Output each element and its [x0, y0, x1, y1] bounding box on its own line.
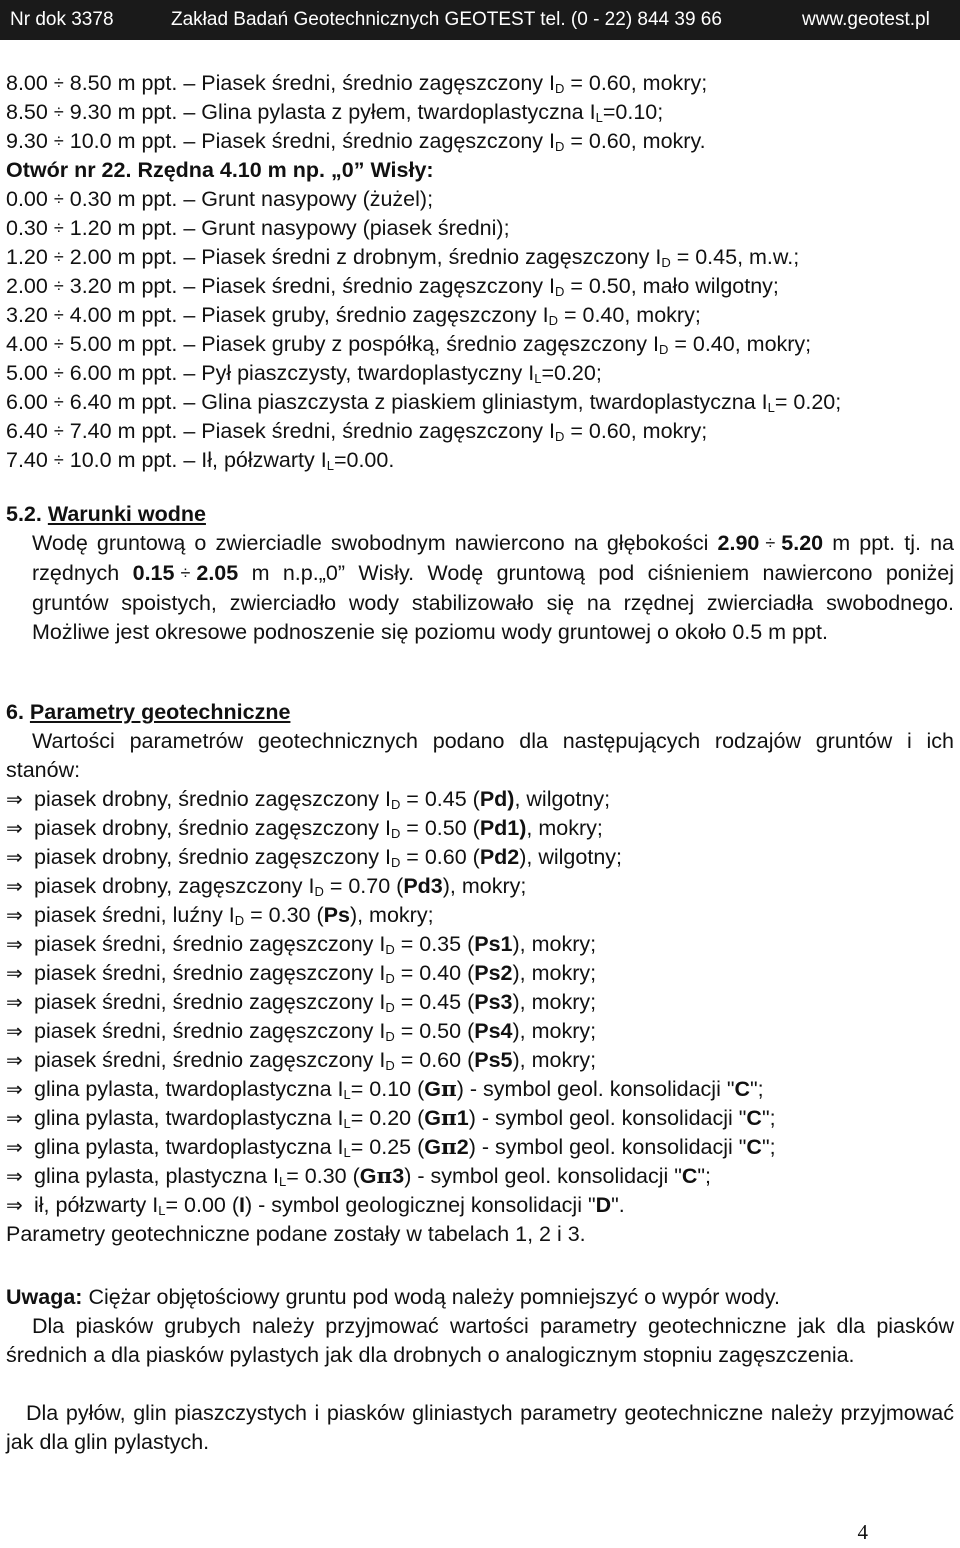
depth-to: 1.20 m ppt.: [69, 216, 178, 240]
soil-index-value: = 0.00 (: [165, 1193, 240, 1217]
consolidation-symbol: C: [746, 1135, 762, 1159]
divide-icon: ÷: [53, 450, 64, 470]
soil-symbol: Ps1: [474, 932, 513, 956]
implies-arrow-icon: ⇒: [6, 934, 23, 956]
depth-to: 10.0 m ppt.: [69, 129, 178, 153]
divide-icon: ÷: [53, 218, 64, 238]
section-number: 5.2.: [6, 502, 42, 526]
soil-name: piasek średni, średnio zagęszczony I: [34, 1048, 386, 1072]
layer-row: [6, 446, 394, 477]
note-label: Uwaga:: [6, 1285, 83, 1309]
soil-symbol: Ps3: [474, 990, 513, 1014]
note-paragraph-2: [6, 1312, 954, 1370]
index-subscript: D: [390, 855, 401, 870]
index-subscript: L: [534, 371, 542, 386]
implies-arrow-icon: ⇒: [6, 963, 23, 985]
section-title: Warunki wodne: [47, 502, 206, 526]
depth-from: 8.00: [6, 71, 48, 95]
layer-description: – Piasek średni, średnio zagęszczony I: [183, 71, 555, 95]
implies-arrow-icon: ⇒: [6, 1108, 23, 1130]
index-subscript: D: [661, 255, 671, 270]
index-subscript: L: [326, 458, 334, 473]
layer-row: [6, 417, 707, 448]
soil-list-item: [6, 901, 434, 932]
section-heading-params: [6, 698, 290, 727]
note-text: Ciężar objętościowy gruntu pod wodą należy pomniejszyć o wypór wody.: [88, 1285, 780, 1309]
note-line: [6, 1283, 780, 1312]
layer-description: – Glina pylasta z pyłem, twardoplastyczna I: [183, 100, 596, 124]
soil-list-item: [6, 930, 596, 961]
depth-to: 4.00 m ppt.: [69, 303, 178, 327]
depth-from: 2.00: [6, 274, 48, 298]
layer-description: – Piasek średni, średnio zagęszczony I: [183, 274, 555, 298]
depth-to: 5.00 m ppt.: [69, 332, 178, 356]
index-subscript: D: [658, 342, 669, 357]
soil-name: piasek średni, luźny I: [34, 903, 235, 927]
section-number: 6.: [6, 700, 24, 724]
index-subscript: D: [234, 913, 245, 928]
consolidation-symbol: C: [746, 1106, 762, 1130]
soil-index-value: = 0.45 (: [394, 990, 475, 1014]
divide-icon: ÷: [53, 421, 64, 441]
index-subscript: D: [390, 826, 401, 841]
depth-to: 7.40 m ppt.: [69, 419, 178, 443]
index-subscript: D: [554, 81, 565, 96]
depth-to: 10.0 m ppt.: [69, 448, 178, 472]
soil-end: ";: [761, 1106, 776, 1130]
layer-row: [6, 69, 707, 100]
tables-note: Parametry geotechniczne podane zostały w tabelach 1, 2 i 3.: [6, 1222, 586, 1246]
implies-arrow-icon: ⇒: [6, 1021, 23, 1043]
divide-icon: ÷: [765, 533, 776, 553]
page-header: [0, 0, 960, 40]
layer-value: = 0.50, mało wilgotny;: [564, 274, 779, 298]
water-text-1: Wodę gruntową o zwierciadle swobodnym nawiercono na głębokości: [32, 531, 709, 555]
borehole-title: [6, 156, 434, 185]
index-subscript: D: [385, 942, 395, 957]
water-elev-from: 0.15: [132, 561, 175, 585]
depth-from: 0.00: [6, 187, 48, 211]
soil-list-item: [6, 843, 622, 874]
index-subscript: D: [554, 284, 565, 299]
soil-name: piasek drobny, zagęszczony I: [34, 874, 315, 898]
implies-arrow-icon: ⇒: [6, 876, 23, 898]
soil-index-value: = 0.35 (: [394, 932, 475, 956]
soil-list-item: [6, 785, 610, 816]
soil-symbol: Pd1): [479, 816, 527, 840]
layer-value: = 0.40, mokry;: [558, 303, 701, 327]
implies-arrow-icon: ⇒: [6, 1166, 23, 1188]
layer-row: [6, 330, 811, 361]
depth-from: 4.00: [6, 332, 48, 356]
layer-row: [6, 388, 841, 419]
divide-icon: ÷: [53, 363, 64, 383]
soil-state: ), mokry;: [442, 874, 527, 898]
soil-list-item: [6, 1133, 776, 1164]
implies-arrow-icon: ⇒: [6, 992, 23, 1014]
water-text-3: m n.p.„0” Wisły. Wodę gruntową pod ciśnieniem nawiercono poniżej gruntów spoistych, zwierciadło wody stabilizowało się na rzędnej zwierciadła swobodnego. Możliwe jest okresowe podnoszenie się poziomu wody gruntowej o około 0.5 m ppt.: [32, 561, 954, 644]
index-subscript: L: [158, 1203, 166, 1218]
water-text-2: m ppt. tj. na rzędnych: [32, 531, 954, 585]
layer-value: =0.00.: [333, 448, 395, 472]
soil-list-item: [6, 959, 596, 990]
consolidation-symbol: D: [595, 1193, 612, 1217]
divide-icon: ÷: [180, 563, 191, 583]
soil-name: piasek drobny, średnio zagęszczony I: [34, 845, 391, 869]
layer-value: = 0.20;: [774, 390, 842, 414]
depth-to: 6.00 m ppt.: [69, 361, 178, 385]
divide-icon: ÷: [53, 305, 64, 325]
soil-name: piasek średni, średnio zagęszczony I: [34, 961, 386, 985]
index-subscript: L: [343, 1087, 351, 1102]
depth-to: 8.50 m ppt.: [69, 71, 178, 95]
depth-to: 9.30 m ppt.: [69, 100, 178, 124]
soil-state: ), mokry;: [349, 903, 434, 927]
soil-index-value: = 0.45 (: [400, 787, 480, 811]
soil-index-value: = 0.25 (: [350, 1135, 425, 1159]
divide-icon: ÷: [53, 131, 64, 151]
layer-description: – Piasek średni, średnio zagęszczony I: [183, 129, 555, 153]
soil-name: glina pylasta, twardoplastyczna I: [34, 1106, 344, 1130]
soil-symbol: Pd): [479, 787, 515, 811]
index-subscript: D: [385, 1000, 395, 1015]
layer-row: [6, 243, 799, 274]
soil-index-value: = 0.30 (: [244, 903, 324, 927]
divide-icon: ÷: [53, 334, 64, 354]
implies-arrow-icon: ⇒: [6, 905, 23, 927]
layer-description: – Pył piaszczysty, twardoplastyczny I: [183, 361, 535, 385]
depth-to: 6.40 m ppt.: [69, 390, 178, 414]
layer-description: – Grunt nasypowy (żużel);: [183, 187, 434, 211]
soil-state: ) - symbol geol. konsolidacji ": [468, 1106, 747, 1130]
index-subscript: D: [385, 1058, 395, 1073]
soil-symbol: Pd3: [403, 874, 443, 898]
depth-to: 0.30 m ppt.: [69, 187, 178, 211]
section-title: Parametry geotechniczne: [29, 700, 291, 724]
divide-icon: ÷: [53, 189, 64, 209]
index-subscript: L: [767, 400, 775, 415]
soil-list-item: [6, 1075, 764, 1106]
soil-symbol: Gπ: [424, 1077, 457, 1102]
layer-description: – Grunt nasypowy (piasek średni);: [183, 216, 510, 240]
layer-value: =0.10;: [602, 100, 664, 124]
soil-list-item: [6, 814, 603, 845]
water-paragraph: [32, 529, 954, 647]
soil-state: ), mokry;: [512, 990, 597, 1014]
page-number: 4: [857, 1520, 868, 1544]
soil-name: glina pylasta, plastyczna I: [34, 1164, 279, 1188]
company-info: Zakład Badań Geotechnicznych GEOTEST tel. (0 - 22) 844 39 66: [171, 9, 722, 30]
depth-from: 3.20: [6, 303, 48, 327]
layer-row: [6, 127, 706, 158]
index-subscript: L: [595, 110, 603, 125]
layer-description: – Glina piaszczysta z piaskiem gliniastym, twardoplastyczna I: [183, 390, 768, 414]
soil-symbol: Ps4: [474, 1019, 513, 1043]
params-intro-text: Wartości parametrów geotechnicznych podano dla następujących rodzajów gruntów i ich stanów:: [6, 729, 954, 782]
depth-from: 0.30: [6, 216, 48, 240]
soil-end: ";: [761, 1135, 776, 1159]
soil-index-value: = 0.50 (: [394, 1019, 475, 1043]
consolidation-symbol: C: [681, 1164, 698, 1188]
soil-state: , mokry;: [526, 816, 603, 840]
note-text-3: Dla pyłów, glin piaszczystych i piasków gliniastych parametry geotechniczne należy przyjmować jak dla glin pylastych.: [6, 1401, 954, 1454]
layer-value: =0.20;: [541, 361, 602, 385]
depth-from: 9.30: [6, 129, 48, 153]
soil-index-value: = 0.20 (: [350, 1106, 425, 1130]
soil-index-value: = 0.30 (: [286, 1164, 360, 1188]
implies-arrow-icon: ⇒: [6, 1079, 23, 1101]
divide-icon: ÷: [53, 102, 64, 122]
doc-number: Nr dok 3378: [10, 9, 114, 30]
soil-symbol: Gπ3: [359, 1164, 405, 1189]
layer-description: – Piasek gruby, średnio zagęszczony I: [183, 303, 549, 327]
layer-description: – Piasek średni z drobnym, średnio zagęszczony I: [183, 245, 662, 269]
layer-description: – Piasek gruby z pospółką, średnio zagęszczony I: [183, 332, 659, 356]
soil-name: piasek drobny, średnio zagęszczony I: [34, 816, 391, 840]
depth-to: 2.00 m ppt.: [69, 245, 178, 269]
divide-icon: ÷: [53, 247, 64, 267]
soil-list-item: [6, 1046, 596, 1077]
soil-end: ";: [749, 1077, 764, 1101]
soil-state: ), mokry;: [512, 961, 597, 985]
implies-arrow-icon: ⇒: [6, 1050, 23, 1072]
implies-arrow-icon: ⇒: [6, 1195, 23, 1217]
soil-list-item: [6, 1104, 776, 1135]
soil-name: piasek średni, średnio zagęszczony I: [34, 1019, 386, 1043]
depth-from: 8.50: [6, 100, 48, 124]
soil-name: glina pylasta, twardoplastyczna I: [34, 1135, 344, 1159]
soil-symbol: Ps2: [474, 961, 513, 985]
depth-from: 7.40: [6, 448, 48, 472]
layer-value: = 0.40, mokry;: [668, 332, 812, 356]
soil-state: ), mokry;: [512, 932, 597, 956]
soil-state: ) - symbol geologicznej konsolidacji ": [245, 1193, 596, 1217]
layer-row: [6, 98, 663, 129]
borehole-datum: „0” Wisły:: [331, 158, 434, 182]
soil-index-value: = 0.50 (: [400, 816, 480, 840]
soil-name: piasek średni, średnio zagęszczony I: [34, 990, 386, 1014]
soil-symbol: Gπ2: [424, 1135, 469, 1160]
index-subscript: L: [343, 1116, 351, 1131]
depth-from: 6.40: [6, 419, 48, 443]
note-text-2: Dla piasków grubych należy przyjmować wartości parametry geotechniczne jak dla piasków średnich a dla piasków pylastych jak dla drobnych o analogicznym stopniu zagęszczenia.: [6, 1314, 954, 1367]
index-subscript: L: [343, 1145, 351, 1160]
params-intro: [6, 727, 954, 785]
implies-arrow-icon: ⇒: [6, 847, 23, 869]
water-elev-to: 2.05: [196, 561, 239, 585]
soil-state: ), mokry;: [512, 1019, 597, 1043]
soil-name: piasek średni, średnio zagęszczony I: [34, 932, 386, 956]
divide-icon: ÷: [53, 73, 64, 93]
section-heading-water: [6, 500, 206, 529]
soil-list-item: [6, 1191, 625, 1222]
soil-index-value: = 0.60 (: [394, 1048, 475, 1072]
soil-state: , wilgotny;: [514, 787, 611, 811]
index-subscript: D: [385, 1029, 395, 1044]
layer-row: [6, 185, 433, 215]
index-subscript: D: [554, 139, 565, 154]
soil-end: ".: [611, 1193, 625, 1217]
soil-index-value: = 0.40 (: [394, 961, 475, 985]
depth-to: 3.20 m ppt.: [69, 274, 178, 298]
index-subscript: D: [390, 797, 401, 812]
layer-row: [6, 359, 602, 390]
implies-arrow-icon: ⇒: [6, 789, 23, 811]
layer-row: [6, 301, 701, 332]
index-subscript: L: [279, 1174, 287, 1189]
soil-list-item: [6, 1162, 711, 1193]
soil-list-item: [6, 1017, 596, 1048]
soil-name: piasek drobny, średnio zagęszczony I: [34, 787, 391, 811]
layer-value: = 0.60, mokry;: [564, 71, 708, 95]
water-depth-from: 2.90: [717, 531, 760, 555]
implies-arrow-icon: ⇒: [6, 818, 23, 840]
soil-state: ) - symbol geol. konsolidacji ": [456, 1077, 735, 1101]
soil-name: glina pylasta, twardoplastyczna I: [34, 1077, 344, 1101]
water-depth-to: 5.20: [781, 531, 824, 555]
soil-list-item: [6, 872, 526, 903]
layer-value: = 0.60, mokry;: [564, 419, 708, 443]
soil-symbol: Ps: [323, 903, 350, 927]
soil-symbol: Ps5: [474, 1048, 513, 1072]
soil-list-item: [6, 988, 596, 1019]
soil-state: ) - symbol geol. konsolidacji ": [468, 1135, 747, 1159]
soil-end: ";: [697, 1164, 712, 1188]
borehole-number: Otwór nr 22.: [6, 158, 132, 182]
soil-state: ), wilgotny;: [519, 845, 623, 869]
divide-icon: ÷: [53, 392, 64, 412]
index-subscript: D: [548, 313, 558, 328]
implies-arrow-icon: ⇒: [6, 1137, 23, 1159]
layer-row: [6, 214, 510, 244]
soil-state: ), mokry;: [512, 1048, 597, 1072]
soil-symbol: Gπ1: [424, 1106, 469, 1131]
divide-icon: ÷: [53, 276, 64, 296]
borehole-elevation: Rzędna 4.10 m np.: [137, 158, 326, 182]
note-paragraph-3: [6, 1399, 954, 1457]
layer-description: – Piasek średni, średnio zagęszczony I: [183, 419, 555, 443]
depth-from: 6.00: [6, 390, 48, 414]
index-subscript: D: [314, 884, 324, 899]
soil-index-value: = 0.10 (: [350, 1077, 425, 1101]
soil-symbol: Pd2: [479, 845, 520, 869]
website-link[interactable]: www.geotest.pl: [802, 9, 930, 30]
consolidation-symbol: C: [734, 1077, 750, 1101]
soil-index-value: = 0.70 (: [323, 874, 404, 898]
soil-name: ił, półzwarty I: [34, 1193, 159, 1217]
layer-value: = 0.60, mokry.: [564, 129, 706, 153]
layer-row: [6, 272, 779, 303]
layer-description: – Ił, półzwarty I: [183, 448, 327, 472]
soil-symbol: I: [239, 1193, 245, 1217]
depth-from: 5.00: [6, 361, 48, 385]
depth-from: 1.20: [6, 245, 48, 269]
layer-value: = 0.45, m.w.;: [670, 245, 800, 269]
soil-state: ) - symbol geol. konsolidacji ": [404, 1164, 682, 1188]
index-subscript: D: [554, 429, 565, 444]
index-subscript: D: [385, 971, 395, 986]
soil-index-value: = 0.60 (: [400, 845, 480, 869]
